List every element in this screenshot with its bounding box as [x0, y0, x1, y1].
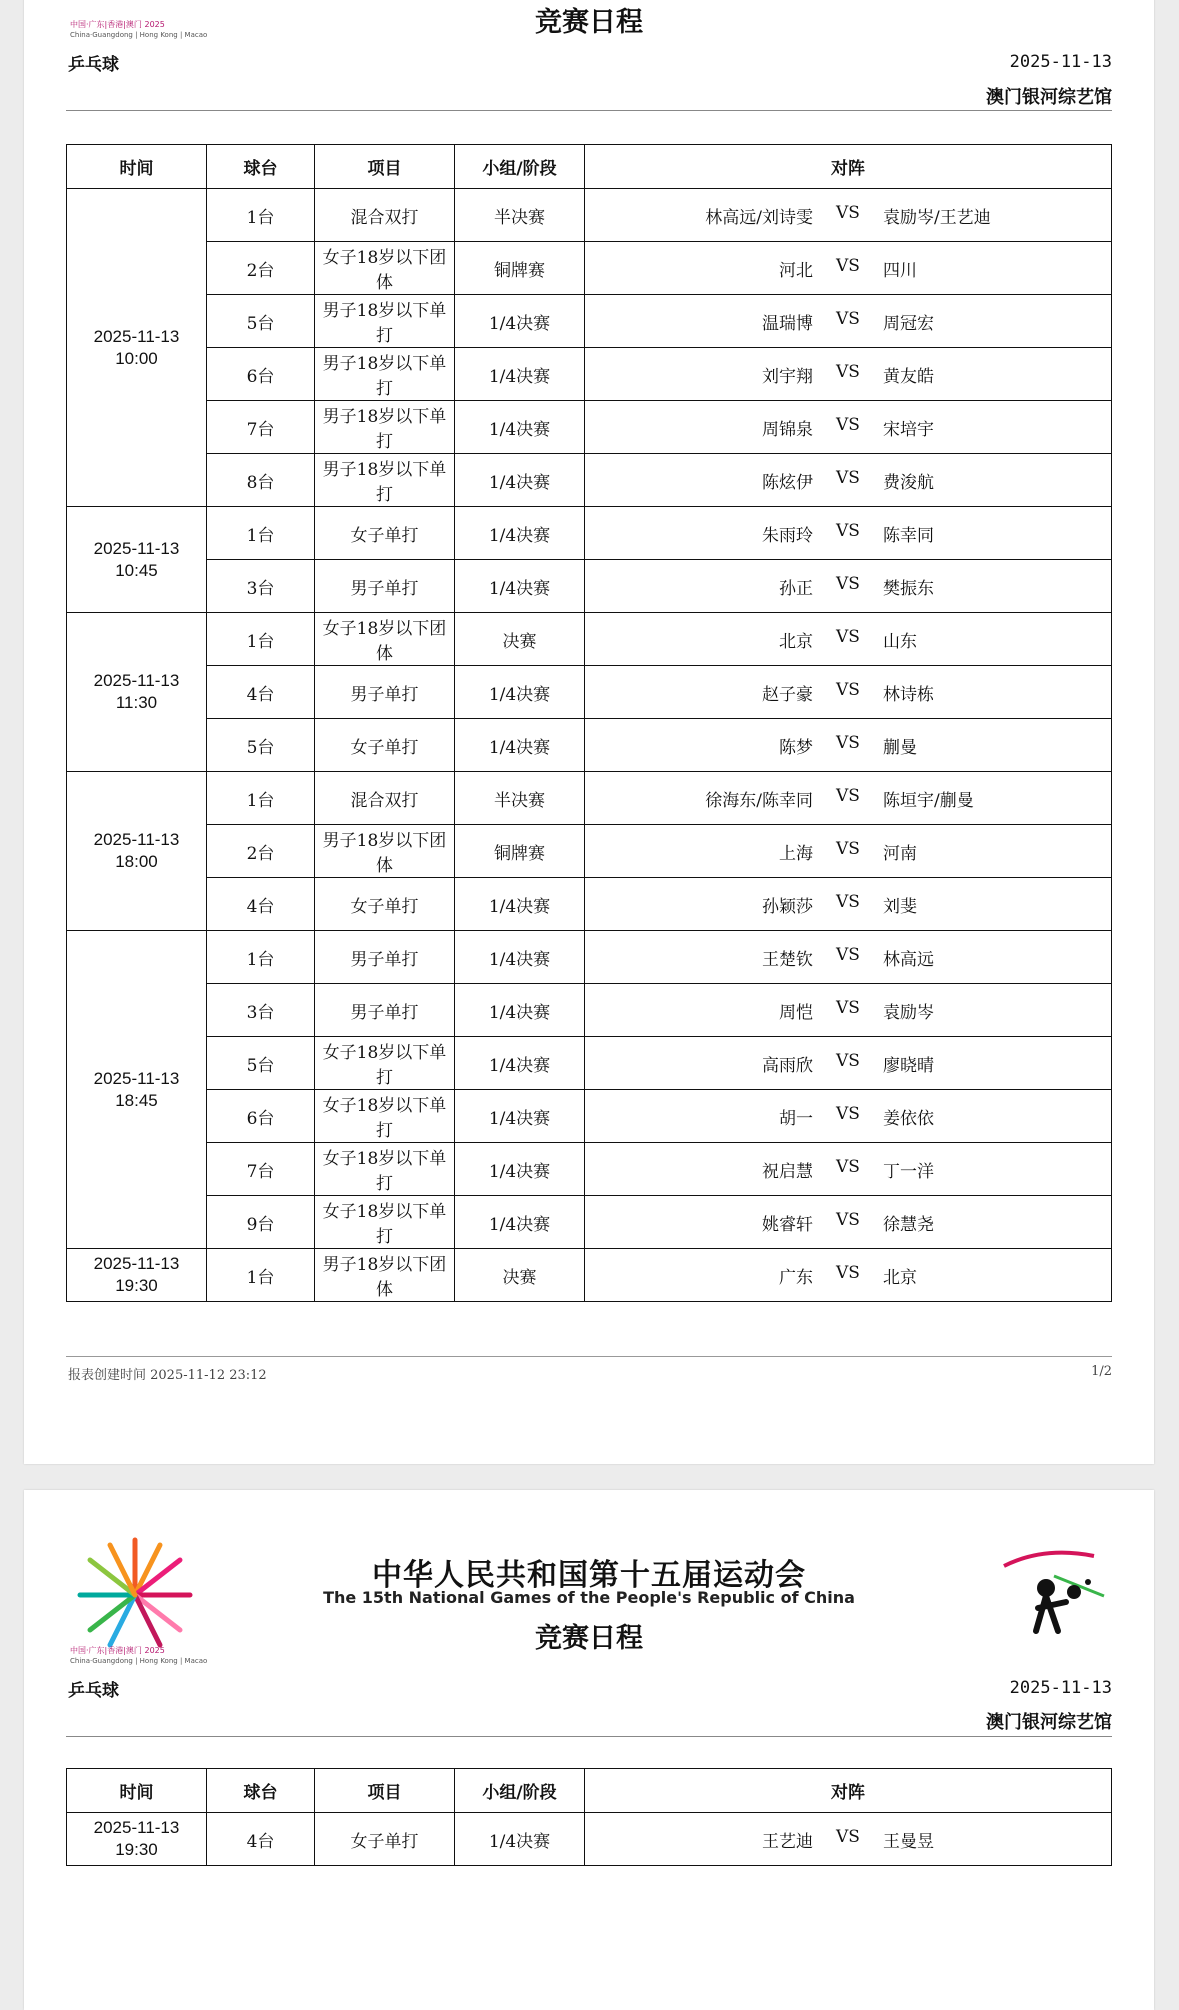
side-a: 河北 — [779, 260, 813, 281]
col-header-event: 项目 — [315, 145, 455, 189]
time-date: 2025-11-13 — [93, 326, 180, 346]
time-clock: 11:30 — [115, 693, 158, 712]
table-number-cell: 1台 — [207, 507, 315, 560]
stage-cell: 铜牌赛 — [455, 242, 585, 295]
stage-cell: 1/4决赛 — [455, 401, 585, 454]
stage-cell: 1/4决赛 — [455, 560, 585, 613]
stage-cell: 1/4决赛 — [455, 931, 585, 984]
table-row — [67, 242, 1112, 295]
table-number-cell: 6台 — [207, 348, 315, 401]
page-subtitle: 竞赛日程 — [535, 1623, 643, 1654]
table-row — [67, 1813, 1112, 1866]
event-cell: 男子18岁以下团体 — [315, 825, 455, 878]
vs-label: VS — [836, 255, 860, 276]
side-b: 蒯曼 — [883, 737, 917, 758]
side-b: 丁一洋 — [883, 1161, 934, 1182]
match-cell — [585, 189, 1112, 242]
match-cell — [585, 1037, 1112, 1090]
vs-label: VS — [836, 1262, 860, 1283]
schedule-table — [66, 1768, 1112, 1866]
header-divider — [66, 1736, 1112, 1737]
table-row — [67, 613, 1112, 666]
table-number-cell: 5台 — [207, 295, 315, 348]
games-title-cn: 中华人民共和国第十五届运动会 — [372, 1558, 806, 1593]
table-row — [67, 719, 1112, 772]
vs-label: VS — [836, 573, 860, 594]
col-header-stage: 小组/阶段 — [455, 1769, 585, 1813]
table-number-cell: 1台 — [207, 613, 315, 666]
time-date: 2025-11-13 — [93, 830, 180, 849]
side-a: 上海 — [779, 843, 813, 864]
event-cell: 男子18岁以下团体 — [315, 1249, 455, 1302]
vs-label: VS — [836, 467, 860, 488]
time-clock: 10:45 — [115, 560, 158, 580]
match-cell — [585, 1813, 1112, 1866]
table-number-cell: 8台 — [207, 454, 315, 507]
table-row — [67, 189, 1112, 242]
match-cell — [585, 295, 1112, 348]
table-row — [67, 1090, 1112, 1143]
match-cell — [585, 984, 1112, 1037]
side-b: 刘斐 — [883, 896, 917, 917]
side-a: 祝启慧 — [762, 1161, 813, 1182]
time-date: 2025-11-13 — [93, 1254, 180, 1273]
side-a: 陈炫伊 — [762, 472, 813, 493]
match-cell — [585, 507, 1112, 560]
table-row — [67, 454, 1112, 507]
match-cell — [585, 348, 1112, 401]
time-cell — [67, 613, 207, 772]
stage-cell: 1/4决赛 — [455, 507, 585, 560]
page-header — [24, 1490, 1154, 1733]
table-number-cell: 2台 — [207, 825, 315, 878]
time-cell — [67, 1813, 207, 1866]
side-a: 周锦泉 — [762, 419, 813, 440]
side-b: 陈幸同 — [883, 525, 934, 546]
side-a: 王楚钦 — [762, 949, 813, 970]
table-row — [67, 295, 1112, 348]
event-cell: 男子18岁以下单打 — [315, 295, 455, 348]
event-cell: 男子18岁以下单打 — [315, 401, 455, 454]
time-date: 2025-11-13 — [93, 538, 180, 558]
side-b: 林高远 — [883, 949, 934, 970]
table-row — [67, 401, 1112, 454]
page-number: 1/2 — [1091, 1364, 1112, 1379]
match-cell — [585, 825, 1112, 878]
sport-name: 乒乓球 — [68, 55, 119, 75]
event-cell: 混合双打 — [315, 189, 455, 242]
stage-cell: 1/4决赛 — [455, 295, 585, 348]
side-a: 陈梦 — [779, 737, 813, 758]
games-title-en: The 15th National Games of the People's Republic of China — [323, 1588, 855, 1607]
event-cell: 男子单打 — [315, 931, 455, 984]
time-clock: 19:30 — [115, 1276, 158, 1295]
side-a: 赵子豪 — [762, 684, 813, 705]
side-b: 廖晓晴 — [883, 1055, 934, 1076]
time-date: 2025-11-13 — [93, 1068, 180, 1088]
time-clock: 19:30 — [115, 1840, 158, 1859]
stage-cell: 1/4决赛 — [455, 878, 585, 931]
stage-cell: 半决赛 — [455, 189, 585, 242]
col-header-event: 项目 — [315, 1769, 455, 1813]
stage-cell: 1/4决赛 — [455, 454, 585, 507]
table-number-cell: 5台 — [207, 1037, 315, 1090]
vs-label: VS — [836, 626, 860, 647]
vs-label: VS — [836, 891, 860, 912]
logo-caption-cn: 中国·广东|香港|澳门 2025 — [70, 20, 165, 29]
table-row — [67, 772, 1112, 825]
match-cell — [585, 1090, 1112, 1143]
col-header-table: 球台 — [207, 145, 315, 189]
side-b: 宋培宇 — [883, 419, 934, 440]
table-row — [67, 560, 1112, 613]
page-header — [24, 0, 1154, 130]
vs-label: VS — [836, 1209, 860, 1230]
side-b: 姜依依 — [883, 1108, 934, 1129]
header-divider — [66, 110, 1112, 111]
vs-label: VS — [836, 520, 860, 541]
table-row — [67, 984, 1112, 1037]
stage-cell: 1/4决赛 — [455, 1196, 585, 1249]
event-cell: 男子单打 — [315, 666, 455, 719]
table-row — [67, 1143, 1112, 1196]
vs-label: VS — [836, 679, 860, 700]
stage-cell: 1/4决赛 — [455, 348, 585, 401]
vs-label: VS — [836, 361, 860, 382]
match-cell — [585, 931, 1112, 984]
time-date: 2025-11-13 — [93, 1818, 180, 1837]
time-date: 2025-11-13 — [93, 671, 180, 690]
table-number-cell: 9台 — [207, 1196, 315, 1249]
table-number-cell: 1台 — [207, 189, 315, 242]
table-row — [67, 507, 1112, 560]
table-number-cell: 4台 — [207, 666, 315, 719]
time-cell — [67, 931, 207, 1249]
side-a: 孙正 — [779, 578, 813, 599]
time-clock: 18:00 — [115, 852, 158, 871]
side-a: 周恺 — [779, 1002, 813, 1023]
footer-divider — [66, 1356, 1112, 1357]
match-cell — [585, 1249, 1112, 1302]
match-cell — [585, 1196, 1112, 1249]
report-created-time: 报表创建时间 2025-11-12 23:12 — [68, 1368, 267, 1383]
vs-label: VS — [836, 308, 860, 329]
match-cell — [585, 401, 1112, 454]
match-cell — [585, 560, 1112, 613]
event-cell: 混合双打 — [315, 772, 455, 825]
stage-cell: 决赛 — [455, 1249, 585, 1302]
side-b: 河南 — [883, 843, 917, 864]
table-number-cell: 4台 — [207, 878, 315, 931]
table-number-cell: 3台 — [207, 984, 315, 1037]
side-b: 周冠宏 — [883, 313, 934, 334]
vs-label: VS — [836, 1826, 860, 1847]
match-cell — [585, 613, 1112, 666]
table-number-cell: 1台 — [207, 931, 315, 984]
vs-label: VS — [836, 1103, 860, 1124]
vs-label: VS — [836, 202, 860, 223]
side-b: 山东 — [883, 631, 917, 652]
event-cell: 女子18岁以下单打 — [315, 1090, 455, 1143]
match-cell — [585, 772, 1112, 825]
table-row — [67, 1249, 1112, 1302]
vs-label: VS — [836, 1050, 860, 1071]
venue-name: 澳门银河综艺馆 — [986, 1712, 1112, 1733]
stage-cell: 1/4决赛 — [455, 984, 585, 1037]
header-date: 2025-11-13 — [1009, 52, 1112, 72]
event-cell: 女子18岁以下单打 — [315, 1196, 455, 1249]
stage-cell: 铜牌赛 — [455, 825, 585, 878]
side-b: 袁励岑 — [883, 1002, 934, 1023]
match-cell — [585, 454, 1112, 507]
side-a: 姚睿轩 — [762, 1214, 813, 1235]
side-a: 北京 — [779, 631, 813, 652]
sport-name: 乒乓球 — [68, 1681, 119, 1701]
side-b: 黄友皓 — [883, 366, 934, 387]
side-b: 樊振东 — [883, 578, 934, 599]
side-b: 北京 — [883, 1267, 917, 1288]
header-date: 2025-11-13 — [1009, 1678, 1112, 1698]
event-cell: 女子18岁以下团体 — [315, 242, 455, 295]
vs-label: VS — [836, 997, 860, 1018]
vs-label: VS — [836, 838, 860, 859]
side-a: 广东 — [779, 1267, 813, 1288]
table-row — [67, 825, 1112, 878]
side-a: 王艺迪 — [762, 1831, 813, 1852]
side-b: 四川 — [883, 260, 917, 281]
vs-label: VS — [836, 1156, 860, 1177]
time-cell — [67, 189, 207, 507]
col-header-time: 时间 — [67, 1769, 207, 1813]
event-cell: 男子18岁以下单打 — [315, 348, 455, 401]
event-cell: 女子18岁以下团体 — [315, 613, 455, 666]
venue-name: 澳门银河综艺馆 — [986, 87, 1112, 108]
table-number-cell: 4台 — [207, 1813, 315, 1866]
table-row — [67, 1037, 1112, 1090]
event-cell: 女子单打 — [315, 1813, 455, 1866]
side-a: 温瑞博 — [762, 313, 813, 334]
side-a: 林高远/刘诗雯 — [705, 207, 813, 228]
vs-label: VS — [836, 732, 860, 753]
event-cell: 男子18岁以下单打 — [315, 454, 455, 507]
stage-cell: 1/4决赛 — [455, 1813, 585, 1866]
vs-label: VS — [836, 785, 860, 806]
side-a: 刘宇翔 — [762, 366, 813, 387]
col-header-match: 对阵 — [585, 145, 1112, 189]
table-row — [67, 348, 1112, 401]
time-cell — [67, 772, 207, 931]
col-header-stage: 小组/阶段 — [455, 145, 585, 189]
logo-caption-cn: 中国·广东|香港|澳门 2025 — [70, 1646, 165, 1655]
vs-label: VS — [836, 414, 860, 435]
stage-cell: 1/4决赛 — [455, 1143, 585, 1196]
time-cell — [67, 1249, 207, 1302]
side-a: 徐海东/陈幸同 — [705, 790, 813, 811]
event-cell: 女子单打 — [315, 878, 455, 931]
event-cell: 男子单打 — [315, 560, 455, 613]
stage-cell: 半决赛 — [455, 772, 585, 825]
table-number-cell: 1台 — [207, 1249, 315, 1302]
logo-caption-en: China·Guangdong | Hong Kong | Macao — [70, 31, 208, 39]
event-cell: 女子单打 — [315, 719, 455, 772]
side-b: 徐慧尧 — [883, 1214, 934, 1235]
table-number-cell: 6台 — [207, 1090, 315, 1143]
vs-label: VS — [836, 944, 860, 965]
table-number-cell: 1台 — [207, 772, 315, 825]
match-cell — [585, 719, 1112, 772]
side-a: 孙颖莎 — [762, 896, 813, 917]
table-tennis-pictogram-icon — [994, 1536, 1114, 1656]
schedule-table — [66, 144, 1112, 1302]
event-cell: 男子单打 — [315, 984, 455, 1037]
table-row — [67, 931, 1112, 984]
stage-cell: 1/4决赛 — [455, 1090, 585, 1143]
table-row — [67, 1196, 1112, 1249]
match-cell — [585, 666, 1112, 719]
page-subtitle: 竞赛日程 — [535, 7, 643, 38]
time-clock: 10:00 — [115, 348, 158, 368]
match-cell — [585, 878, 1112, 931]
logo-caption-en: China·Guangdong | Hong Kong | Macao — [70, 1657, 208, 1665]
stage-cell: 1/4决赛 — [455, 666, 585, 719]
table-row — [67, 666, 1112, 719]
side-b: 袁励岑/王艺迪 — [883, 207, 991, 228]
stage-cell: 决赛 — [455, 613, 585, 666]
table-number-cell: 3台 — [207, 560, 315, 613]
stage-cell: 1/4决赛 — [455, 719, 585, 772]
col-header-time: 时间 — [67, 145, 207, 189]
table-row — [67, 878, 1112, 931]
side-a: 高雨欣 — [762, 1055, 813, 1076]
event-cell: 女子单打 — [315, 507, 455, 560]
match-cell — [585, 242, 1112, 295]
col-header-match: 对阵 — [585, 1769, 1112, 1813]
match-cell — [585, 1143, 1112, 1196]
table-number-cell: 5台 — [207, 719, 315, 772]
table-number-cell: 2台 — [207, 242, 315, 295]
time-cell — [67, 507, 207, 613]
table-header-row — [67, 145, 1112, 189]
schedule-page-2 — [24, 1490, 1154, 2010]
event-cell: 女子18岁以下单打 — [315, 1037, 455, 1090]
side-a: 朱雨玲 — [762, 525, 813, 546]
side-b: 费浚航 — [883, 472, 934, 493]
side-a: 胡一 — [779, 1108, 813, 1129]
stage-cell: 1/4决赛 — [455, 1037, 585, 1090]
side-b: 王曼昱 — [883, 1831, 934, 1852]
table-header-row — [67, 1769, 1112, 1813]
schedule-page-1 — [24, 0, 1154, 1464]
table-number-cell: 7台 — [207, 1143, 315, 1196]
col-header-table: 球台 — [207, 1769, 315, 1813]
event-cell: 女子18岁以下单打 — [315, 1143, 455, 1196]
side-b: 陈垣宇/蒯曼 — [883, 790, 974, 811]
side-b: 林诗栋 — [883, 684, 934, 705]
table-number-cell: 7台 — [207, 401, 315, 454]
time-clock: 18:45 — [115, 1090, 158, 1110]
